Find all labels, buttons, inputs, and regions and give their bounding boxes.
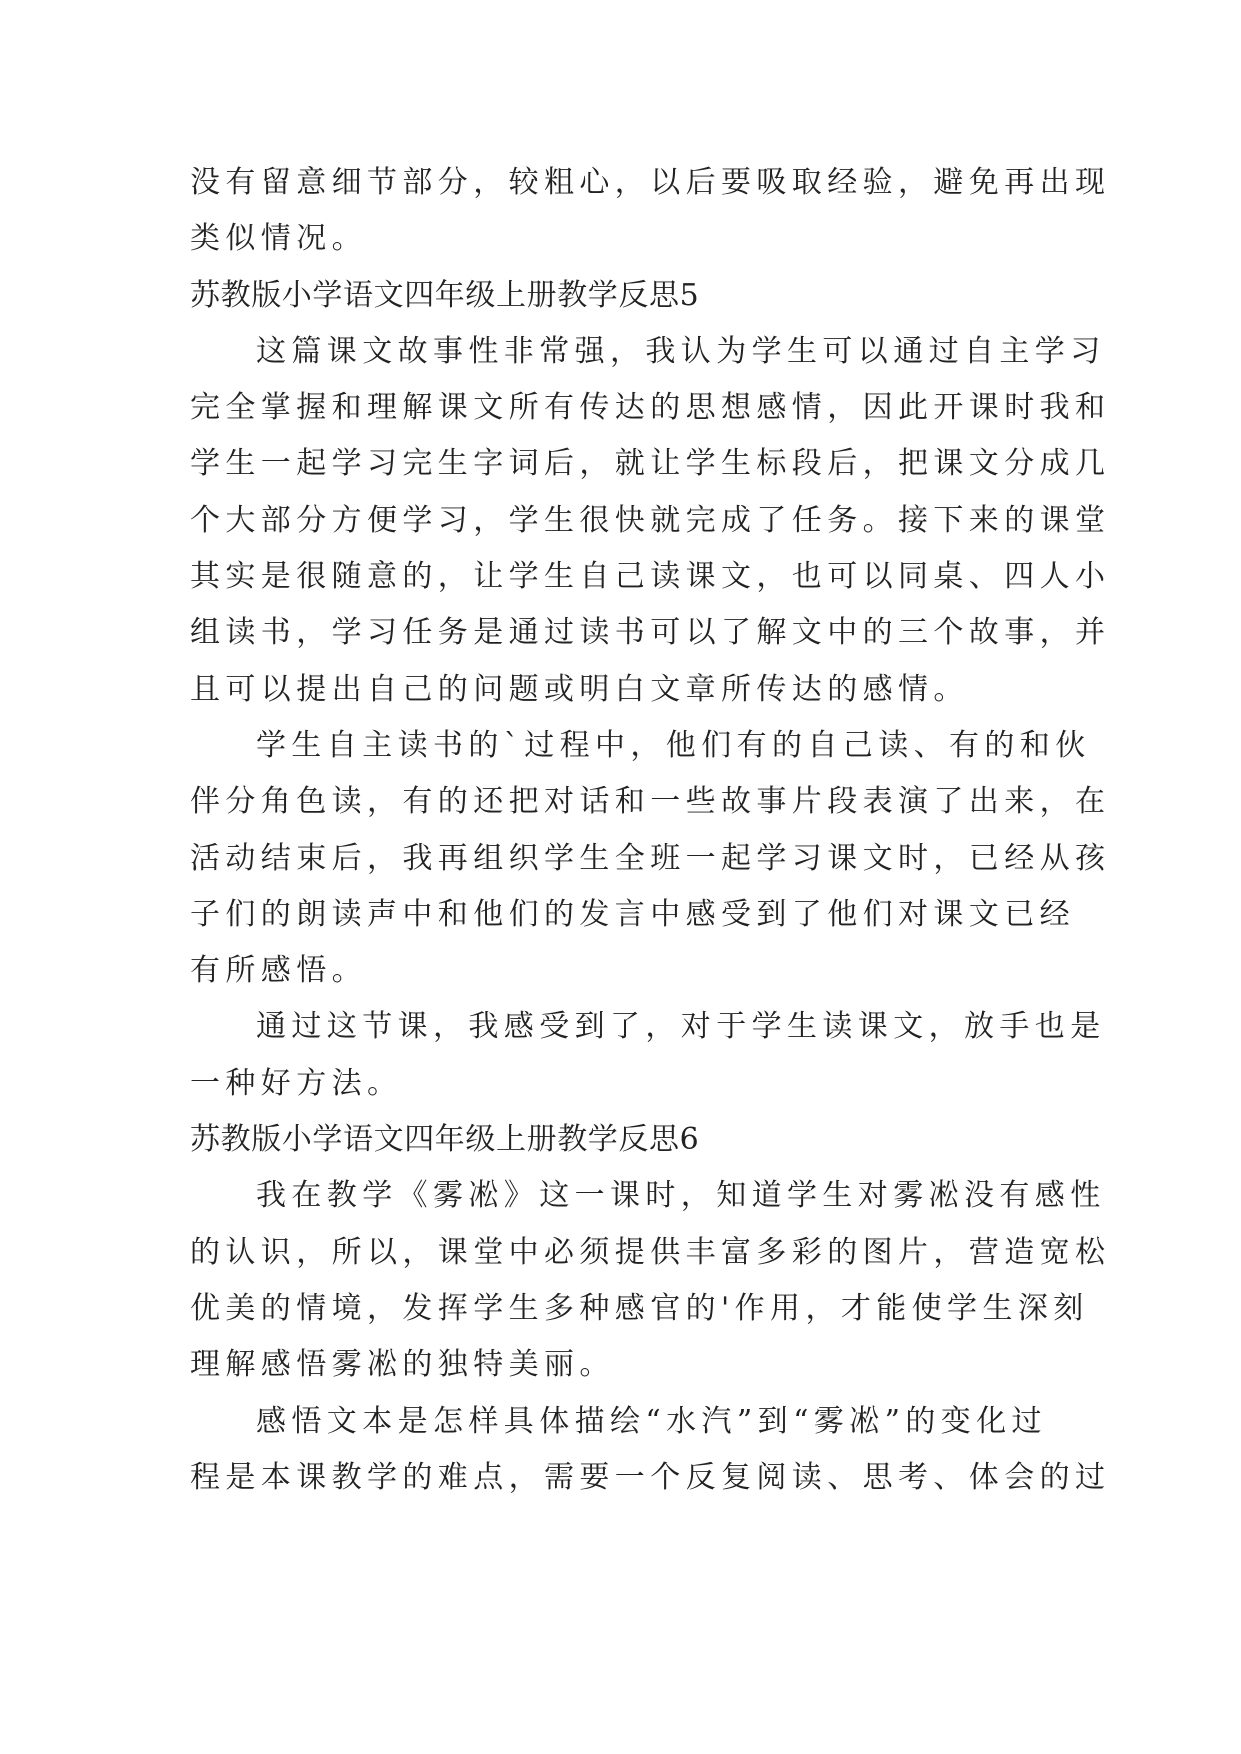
text-line: 伴分角色读，有的还把对话和一些故事片段表演了出来，在 xyxy=(190,784,1111,820)
section-title: 苏教版小学语文四年级上册教学反思5 xyxy=(190,277,700,313)
text-line: 的认识，所以，课堂中必须提供丰富多彩的图片，营造宽松 xyxy=(190,1234,1111,1270)
text-line: 其实是很随意的，让学生自己读课文，也可以同桌、四人小 xyxy=(190,559,1111,595)
text-line: 有所感悟。 xyxy=(190,953,367,989)
text-line: 一种好方法。 xyxy=(190,1065,403,1101)
text-line: 学生一起学习完生字词后，就让学生标段后，把课文分成几 xyxy=(190,446,1111,482)
text-line: 没有留意细节部分，较粗心，以后要吸取经验，避免再出现 xyxy=(190,165,1111,200)
paragraph-first-line: 学生自主读书的`过程中，他们有的自己读、有的和伙 xyxy=(256,727,1091,763)
paragraph-first-line: 感悟文本是怎样具体描绘“水汽”到“雾凇”的变化过 xyxy=(256,1403,1047,1439)
paragraph-first-line: 通过这节课，我感受到了，对于学生读课文，放手也是 xyxy=(256,1009,1106,1045)
section-title: 苏教版小学语文四年级上册教学反思6 xyxy=(190,1122,700,1158)
text-line: 且可以提出自己的问题或明白文章所传达的感情。 xyxy=(190,671,969,707)
paragraph-first-line: 我在教学《雾凇》这一课时，知道学生对雾凇没有感性 xyxy=(256,1178,1106,1214)
text-line: 子们的朗读声中和他们的发言中感受到了他们对课文已经 xyxy=(190,896,1075,932)
text-line: 组读书，学习任务是通过读书可以了解文中的三个故事，并 xyxy=(190,615,1111,651)
text-line: 完全掌握和理解课文所有传达的思想感情，因此开课时我和 xyxy=(190,390,1111,426)
text-line: 优美的情境，发挥学生多种感官的'作用，才能使学生深刻 xyxy=(190,1290,1089,1326)
text-line: 个大部分方便学习，学生很快就完成了任务。接下来的课堂 xyxy=(190,502,1111,538)
text-line: 理解感悟雾凇的独特美丽。 xyxy=(190,1347,615,1383)
text-line: 活动结束后，我再组织学生全班一起学习课文时，已经从孩 xyxy=(190,840,1111,876)
text-line: 类似情况。 xyxy=(190,221,367,257)
document-page xyxy=(190,155,1111,1506)
text-line: 程是本课教学的难点，需要一个反复阅读、思考、体会的过 xyxy=(190,1459,1111,1495)
paragraph-first-line: 这篇课文故事性非常强，我认为学生可以通过自主学习 xyxy=(256,333,1106,369)
